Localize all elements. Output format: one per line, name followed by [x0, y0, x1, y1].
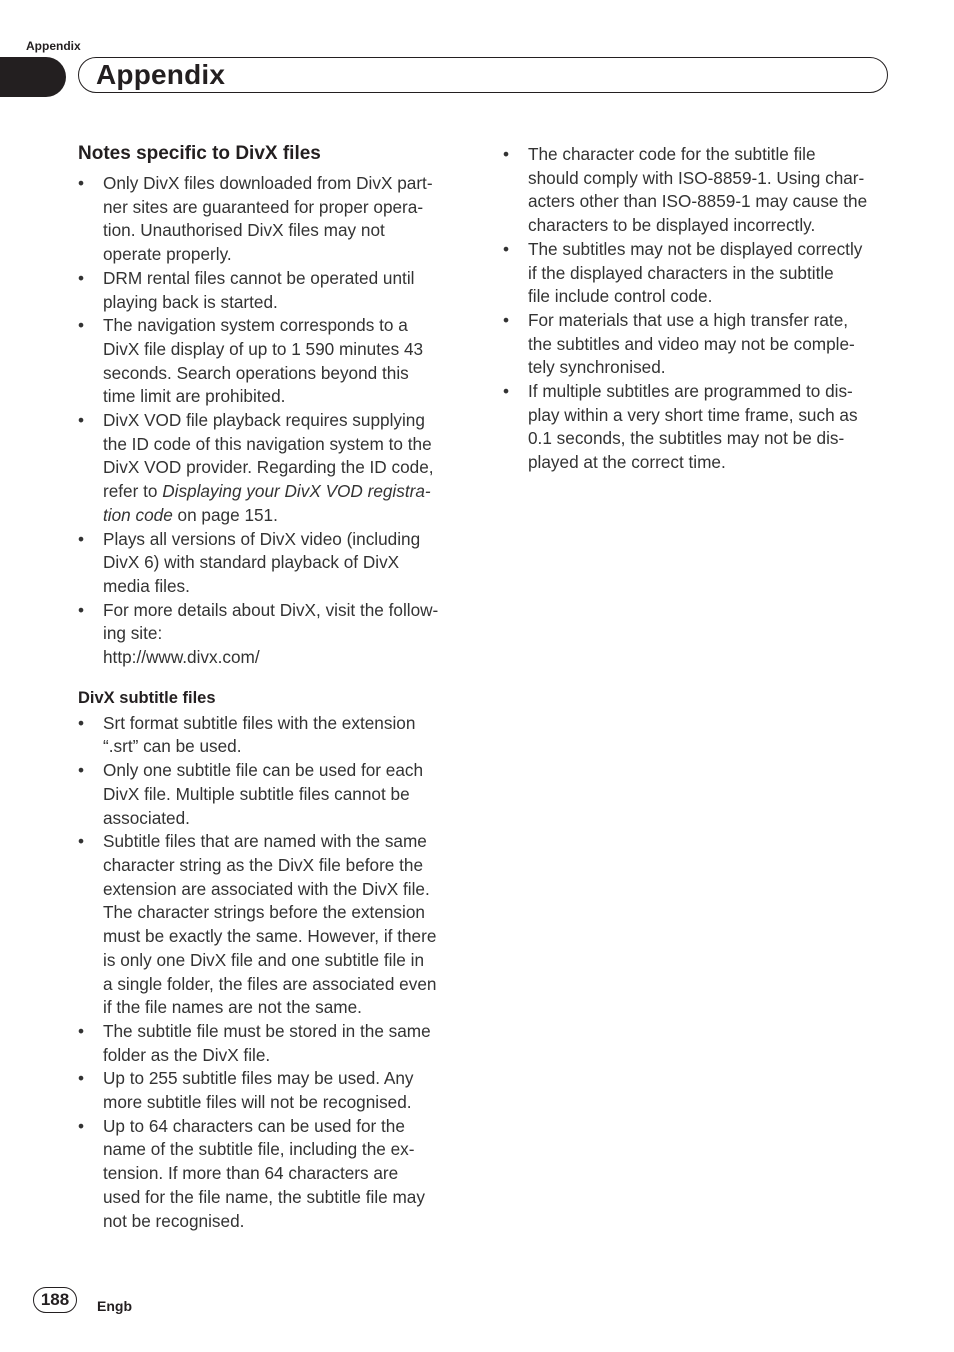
list-item-line: the subtitles and video may not be comple-: [528, 333, 855, 354]
bullet-icon: •: [78, 528, 85, 549]
page-number: 188: [33, 1287, 77, 1313]
list-item-line: Plays all versions of DivX video (including: [103, 528, 421, 549]
list-item-line: DivX file display of up to 1 590 minutes 43: [103, 338, 424, 359]
list-item-line: DivX VOD file playback requires supplying: [103, 410, 425, 431]
list-item-line: For materials that use a high transfer rate,: [528, 309, 849, 330]
list-item-line: DivX VOD provider. Regarding the ID code,: [103, 457, 434, 478]
list-item-line: The character strings before the extension: [103, 902, 425, 923]
list-item-line: The subtitle file must be stored in the same: [103, 1020, 431, 1041]
list-item: [78, 409, 468, 528]
list-item-line: 0.1 seconds, the subtitles may not be dis-: [528, 428, 845, 449]
section-title: Notes specific to DivX files: [78, 143, 321, 164]
list-item-line: if the displayed characters in the subtitle: [528, 262, 834, 283]
bullet-icon: •: [78, 1068, 85, 1089]
bullet-icon: •: [503, 144, 510, 164]
list-item-line: DivX file. Multiple subtitle files cannot be: [103, 783, 410, 804]
list-item-line: ing site:: [103, 623, 163, 644]
list-item-line: a single folder, the files are associated even: [103, 973, 437, 994]
list-item: [503, 380, 895, 475]
list-item-line: The character code for the subtitle file: [528, 144, 816, 164]
list-item-line: “.srt” can be used.: [103, 736, 242, 757]
left-column: [78, 142, 468, 1233]
running-head: Appendix: [26, 39, 81, 53]
list-item-line: play within a very short time frame, such as: [528, 404, 858, 425]
list-item-line: more subtitle files will not be recognised.: [103, 1092, 412, 1113]
list-item: [78, 759, 468, 830]
list-item-line: ner sites are guaranteed for proper opera-: [103, 196, 424, 217]
list-item-line: name of the subtitle file, including the ex-: [103, 1139, 415, 1160]
list-item-line: the ID code of this navigation system to the: [103, 433, 432, 454]
list-item: [503, 309, 895, 380]
list-item-line: tely synchronised.: [528, 357, 666, 378]
list-item-line: tion code on page 151.: [103, 504, 278, 525]
list-item-line: if the file names are not the same.: [103, 997, 362, 1018]
list-item-line: character string as the DivX file before the: [103, 854, 424, 875]
list-item-line: should comply with ISO-8859-1. Using char-: [528, 167, 865, 188]
list-item-line: folder as the DivX file.: [103, 1044, 271, 1065]
bullet-icon: •: [78, 1020, 85, 1041]
bullet-icon: •: [78, 760, 85, 781]
list-item-line: seconds. Search operations beyond this: [103, 362, 409, 383]
list-item-line: The subtitles may not be displayed correctly: [528, 238, 863, 259]
list-item-line: not be recognised.: [103, 1210, 245, 1231]
list-item: [78, 1067, 468, 1114]
bullet-icon: •: [78, 599, 85, 620]
list-item-line: must be exactly the same. However, if there: [103, 926, 437, 947]
bullet-icon: •: [78, 173, 85, 193]
list-item-line: used for the file name, the subtitle file may: [103, 1186, 425, 1207]
page-title: Appendix: [96, 59, 226, 90]
list-item-line: Up to 64 characters can be used for the: [103, 1115, 405, 1136]
list-item-line: file include control code.: [528, 286, 713, 307]
list-item-line: Srt format subtitle files with the extension: [103, 712, 416, 733]
language-code: Engb: [97, 1298, 132, 1314]
list-item-line: media files.: [103, 575, 190, 596]
bullet-icon: •: [78, 267, 85, 288]
list-item: [503, 143, 895, 238]
list-item: [78, 599, 468, 670]
list-item-line: is only one DivX file and one subtitle file in: [103, 949, 425, 970]
list-item-line: tension. If more than 64 characters are: [103, 1163, 399, 1184]
list-item: [78, 528, 468, 599]
bullet-icon: •: [78, 712, 85, 733]
right-bullet-list: [503, 143, 895, 475]
bullet-icon: •: [503, 238, 510, 259]
list-item-line: DRM rental files cannot be operated until: [103, 267, 415, 288]
header-tab-marker: [0, 57, 66, 97]
list-item: [78, 1115, 468, 1234]
list-item-line: refer to Displaying your DivX VOD registra-: [103, 481, 431, 502]
right-column: [503, 143, 895, 475]
list-item-line: time limit are prohibited.: [103, 386, 286, 407]
list-item-line: tion. Unauthorised DivX files may not: [103, 220, 385, 241]
bullet-icon: •: [78, 315, 85, 336]
list-item-line: played at the correct time.: [528, 452, 726, 473]
bullet-icon: •: [78, 831, 85, 852]
list-item-line: Only DivX files downloaded from DivX part-: [103, 173, 433, 193]
list-item-line: DivX 6) with standard playback of DivX: [103, 552, 400, 573]
section-bullet-list: [78, 172, 468, 670]
list-item: [78, 314, 468, 409]
list-item-line: http://www.divx.com/: [103, 647, 260, 668]
list-item: [78, 830, 468, 1020]
list-item-line: characters to be displayed incorrectly.: [528, 215, 816, 236]
list-item-line: Subtitle files that are named with the same: [103, 831, 427, 852]
list-item-line: associated.: [103, 807, 190, 828]
list-item-line: If multiple subtitles are programmed to dis-: [528, 381, 853, 402]
subsection-bullet-list: [78, 712, 468, 1233]
list-item-line: Only one subtitle file can be used for each: [103, 760, 424, 781]
list-item-line: operate properly.: [103, 244, 232, 265]
list-item-line: extension are associated with the DivX file.: [103, 878, 430, 899]
subsection-title: DivX subtitle files: [78, 688, 216, 707]
list-item-line: The navigation system corresponds to a: [103, 315, 408, 336]
list-item: [78, 1020, 468, 1067]
list-item: [78, 267, 468, 314]
bullet-icon: •: [503, 381, 510, 402]
bullet-icon: •: [503, 309, 510, 330]
list-item: [78, 712, 468, 759]
list-item: [78, 172, 468, 267]
bullet-icon: •: [78, 410, 85, 431]
list-item-line: Up to 255 subtitle files may be used. Any: [103, 1068, 414, 1089]
list-item-line: acters other than ISO-8859-1 may cause the: [528, 191, 868, 212]
list-item-line: For more details about DivX, visit the follow-: [103, 599, 439, 620]
list-item-line: playing back is started.: [103, 291, 278, 312]
list-item: [503, 238, 895, 309]
bullet-icon: •: [78, 1115, 85, 1136]
